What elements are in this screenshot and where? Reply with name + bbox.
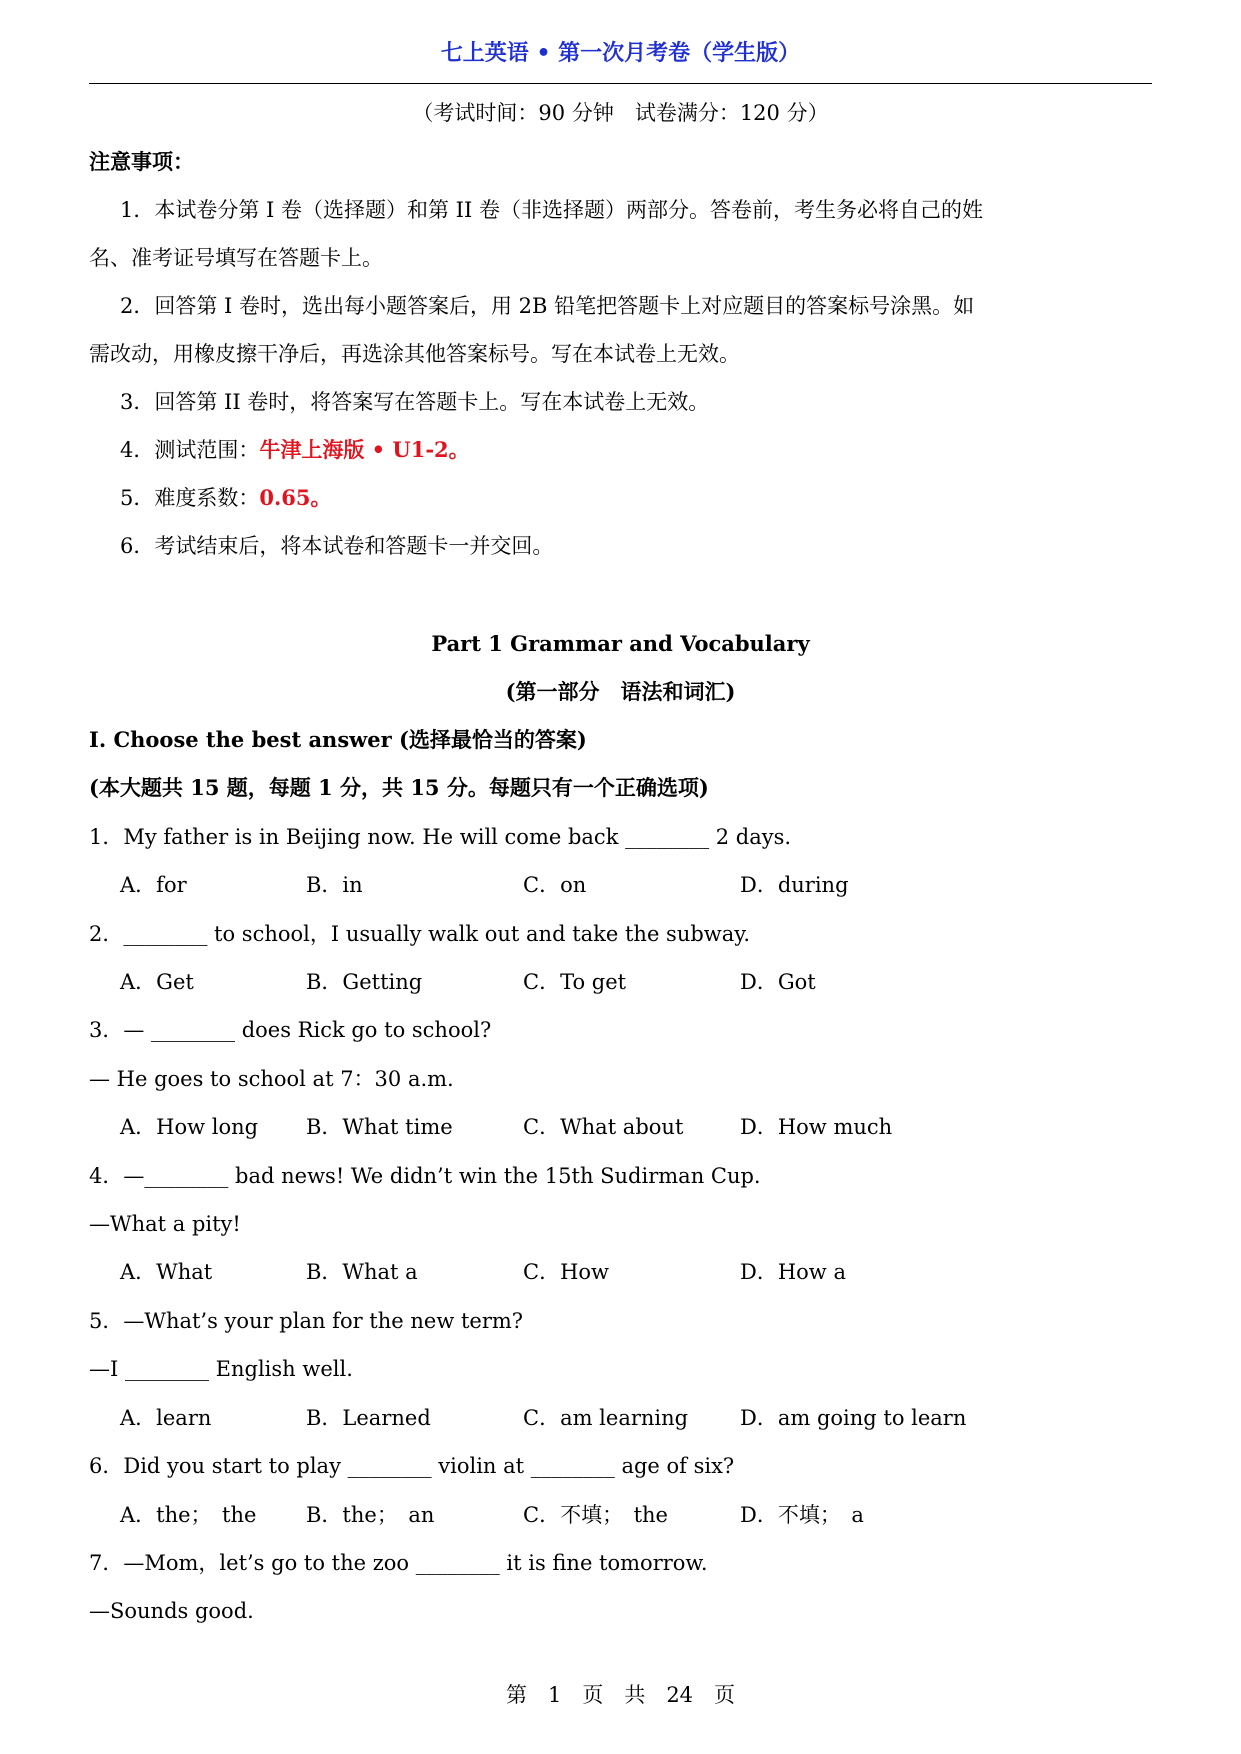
- question-5-stem-reply: —I ________ English well.: [89, 1357, 353, 1381]
- option-d: D．不填； a: [740, 1503, 864, 1527]
- option-d: D．Got: [740, 970, 816, 994]
- option-a: A．How long: [120, 1115, 259, 1139]
- option-a: A．for: [120, 873, 187, 897]
- option-d: D．How a: [740, 1260, 846, 1284]
- option-c: C．How: [523, 1260, 609, 1284]
- question-1-stem: 1．My father is in Beijing now. He will come back ________ 2 days.: [89, 825, 792, 849]
- option-b: B．What a: [306, 1260, 418, 1284]
- question-2-stem: 2．________ to school，I usually walk out and take the subway.: [89, 922, 751, 946]
- page-number: 第 1 页 共 24 页: [505, 1683, 736, 1707]
- question-7-stem-reply: —Sounds good.: [89, 1599, 254, 1623]
- question-4-stem: 4．—________ bad news! We didn’t win the 15th Sudirman Cup.: [89, 1164, 761, 1188]
- option-d: D．How much: [740, 1115, 893, 1139]
- option-c: C．am learning: [523, 1406, 689, 1430]
- option-a: A．learn: [120, 1406, 212, 1430]
- header-divider: [89, 83, 1152, 84]
- section-instruction: (本大题共 15 题，每题 1 分，共 15 分。每题只有一个正确选项): [89, 775, 709, 800]
- note-5-difficulty: 0.65。: [259, 485, 332, 510]
- option-b: B．in: [306, 873, 363, 897]
- option-c: C．on: [523, 873, 587, 897]
- note-5: [120, 483, 332, 513]
- option-b: B．What time: [306, 1115, 453, 1139]
- option-a: A．Get: [120, 970, 194, 994]
- note-1-line-2: 名、准考证号填写在答题卡上。: [89, 246, 383, 270]
- option-c: C．What about: [523, 1115, 684, 1139]
- note-3: 3．回答第 II 卷时，将答案写在答题卡上。写在本试卷上无效。: [120, 390, 710, 414]
- note-1-line-1: 1．本试卷分第 I 卷（选择题）和第 II 卷（非选择题）两部分。答卷前，考生务必将自己的姓: [120, 198, 983, 222]
- question-3-stem: 3．— ________ does Rick go to school?: [89, 1018, 492, 1042]
- part-subtitle: (第一部分 语法和词汇): [505, 679, 736, 704]
- note-4-scope: 牛津上海版 • U1-2。: [259, 437, 470, 462]
- part-title: Part 1 Grammar and Vocabulary: [431, 631, 810, 656]
- option-d: D．during: [740, 873, 849, 897]
- question-4-stem-reply: —What a pity!: [89, 1212, 241, 1236]
- page-header-title: 七上英语 • 第一次月考卷（学生版）: [440, 41, 801, 66]
- section-title: I. Choose the best answer (选择最恰当的答案): [89, 727, 587, 752]
- option-c: C．To get: [523, 970, 627, 994]
- question-7-stem: 7．—Mom，let’s go to the zoo ________ it is fine tomorrow.: [89, 1551, 708, 1575]
- question-5-stem: 5．—What’s your plan for the new term?: [89, 1309, 524, 1333]
- option-b: B．the； an: [306, 1503, 435, 1527]
- note-4: [120, 435, 470, 465]
- option-c: C．不填； the: [523, 1503, 668, 1527]
- notes-heading: 注意事项：: [89, 149, 194, 174]
- note-2-line-1: 2．回答第 I 卷时，选出每小题答案后，用 2B 铅笔把答题卡上对应题目的答案标号涂黑。如: [120, 294, 975, 318]
- option-a: A．What: [120, 1260, 213, 1284]
- note-2-line-2: 需改动，用橡皮擦干净后，再选涂其他答案标号。写在本试卷上无效。: [89, 342, 740, 366]
- option-b: B．Learned: [306, 1406, 431, 1430]
- question-3-stem-reply: — He goes to school at 7：30 a.m.: [89, 1067, 454, 1091]
- option-d: D．am going to learn: [740, 1406, 967, 1430]
- option-a: A．the； the: [120, 1503, 257, 1527]
- note-5-label: 5．难度系数：: [120, 486, 260, 510]
- note-4-label: 4．测试范围：: [120, 438, 260, 462]
- note-6: 6．考试结束后，将本试卷和答题卡一并交回。: [120, 534, 554, 558]
- question-6-stem: 6．Did you start to play ________ violin at ________ age of six?: [89, 1454, 735, 1478]
- option-b: B．Getting: [306, 970, 423, 994]
- exam-info: （考试时间：90 分钟 试卷满分：120 分）: [412, 101, 829, 125]
